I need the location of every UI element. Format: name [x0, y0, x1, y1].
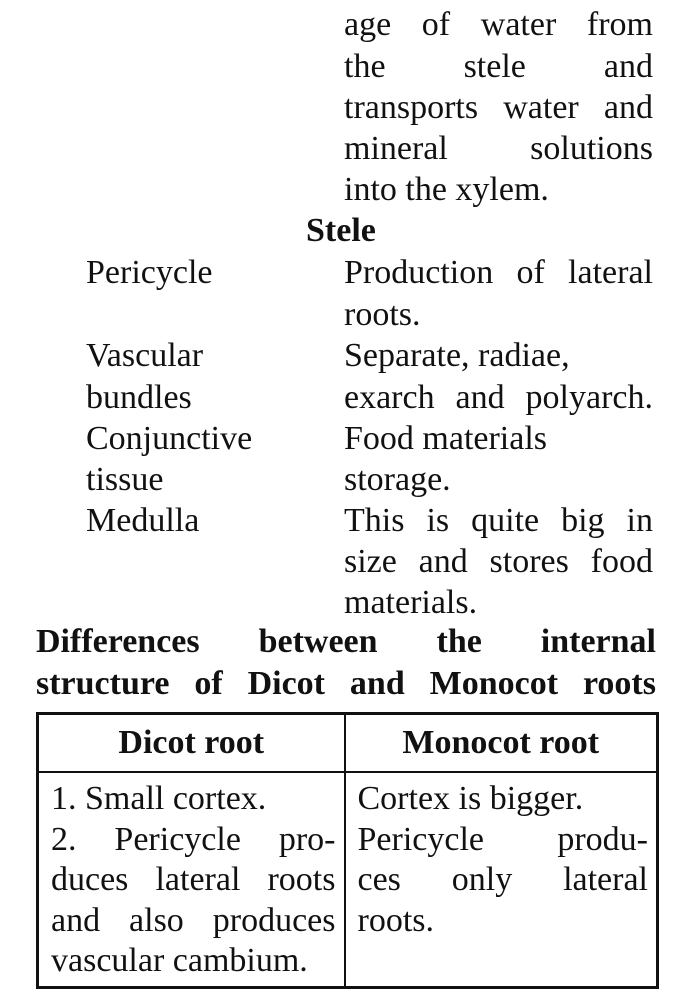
- cell-line: duces lateral roots: [51, 861, 336, 898]
- monocot-cell: [345, 772, 658, 987]
- stele-description: Production of lateral: [344, 254, 653, 291]
- stele-term: bundles: [86, 379, 192, 416]
- stele-term: Medulla: [86, 502, 200, 539]
- cell-line: Cortex is bigger.: [357, 780, 584, 817]
- header-monocot-root: Monocot root: [345, 714, 658, 773]
- cell-line: roots.: [357, 901, 434, 939]
- cell-line: vascular cambium.: [51, 942, 308, 979]
- stele-term: tissue: [86, 461, 164, 498]
- cell-line: 2. Pericycle pro-: [51, 820, 336, 858]
- cell-line: 1. Small cortex.: [51, 780, 267, 817]
- text-line: mineral solutions: [344, 130, 653, 167]
- stele-term: Conjunctive: [86, 420, 253, 457]
- cell-line: and also produces: [51, 901, 336, 939]
- text-line: the stele and: [344, 48, 653, 85]
- table-row: [38, 772, 658, 987]
- text-line: transports water and: [344, 89, 653, 126]
- comparison-table: [36, 712, 659, 989]
- stele-description: This is quite big in: [344, 502, 653, 539]
- stele-description: exarch and polyarch.: [344, 379, 653, 416]
- cell-line: Pericycle produ-: [357, 820, 648, 858]
- stele-description: Food materials: [344, 420, 548, 457]
- cell-line: ces only lateral: [357, 861, 648, 898]
- dicot-cell: [38, 772, 345, 987]
- text-line: age of water from: [344, 6, 653, 43]
- stele-description: Separate, radiae,: [344, 337, 570, 374]
- stele-description: storage.: [344, 461, 451, 498]
- header-dicot-root: Dicot root: [38, 714, 345, 773]
- text-line: into the xylem.: [344, 171, 549, 208]
- stele-heading: Stele: [306, 212, 376, 249]
- stele-term: Vascular: [86, 337, 204, 374]
- table-header-row: [38, 714, 658, 773]
- stele-term: Pericycle: [86, 254, 213, 291]
- stele-description: materials.: [344, 584, 478, 621]
- stele-description: roots.: [344, 296, 421, 333]
- differences-heading-line: structure of Dicot and Monocot roots: [36, 665, 656, 702]
- stele-description: size and stores food: [344, 543, 653, 580]
- differences-heading-line: Differences between the internal: [36, 623, 656, 660]
